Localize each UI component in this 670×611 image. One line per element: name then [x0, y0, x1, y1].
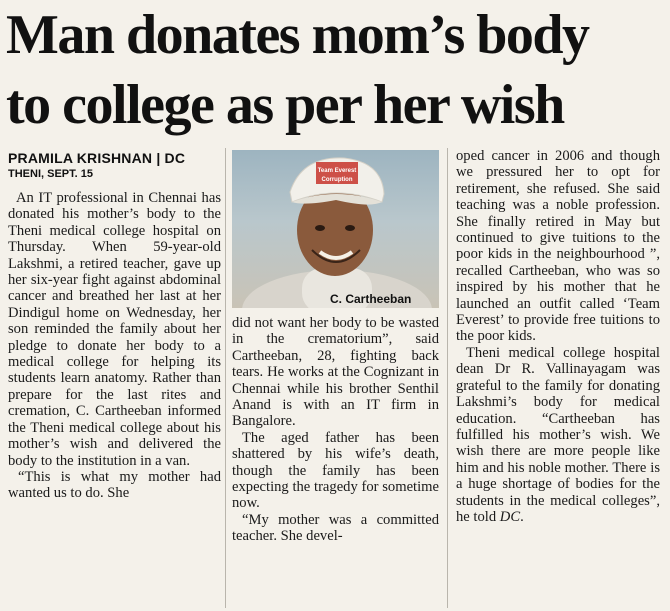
- paragraph: [456, 345, 660, 525]
- column-divider: [447, 148, 448, 608]
- article-column-3: [456, 148, 660, 525]
- headline-line-1: Man donates mom’s body: [6, 4, 589, 66]
- paragraph-text: Theni medical college hospital dean Dr R. Vallinayagam was grateful to the family for donating Lakshmi’s body for medical education. “Cartheeban has fulfilled his mother’s wish. We wish there are more people like him and his noble mother. There is a huge shortage of bodies for the students in the medical colleges”, he told: [456, 344, 660, 525]
- paragraph: The aged father has been shattered by his wife’s death, though the family has been expecting the tragedy for sometime now.: [232, 429, 439, 512]
- cap-logo-text-1: Team Everest: [317, 168, 357, 174]
- paragraph: oped cancer in 2006 and though we pressured her to opt for retirement, she refused. She said teaching was a noble profession. She finally retired in May but continued to give tuitions to the poor kids in the neighbourhood ”, recalled Cartheeban, who was so inspired by his mother that he launched an outfit called ‘Team Everest’ to provide free tuitions to the poor kids.: [456, 148, 660, 345]
- paragraph-end: .: [520, 508, 524, 525]
- publication-abbrev: DC: [499, 508, 521, 525]
- dateline: THENI, SEPT. 15: [8, 168, 93, 180]
- headline: [6, 0, 668, 140]
- paragraph: did not want her body to be wasted in the crematorium”, said Cartheeban, 28, fighting back tears. He works at the Cognizant in Chennai while his brother Senthil Anand is with an IT firm in Bangalore.: [232, 315, 439, 430]
- paragraph: “This is what my mother had wanted us to do. She: [8, 468, 221, 502]
- portrait-photo: [232, 150, 439, 308]
- article-column-2: [232, 315, 439, 545]
- headline-line-2: to college as per her wish: [6, 74, 564, 136]
- portrait-illustration: [232, 150, 439, 308]
- cap-logo-text-2: Corruption: [321, 177, 353, 183]
- byline: PRAMILA KRISHNAN | DC: [8, 150, 186, 166]
- article-column-1: [8, 190, 221, 502]
- paragraph: “My mother was a committed teacher. She devel-: [232, 511, 439, 545]
- column-divider: [225, 148, 226, 608]
- paragraph: An IT professional in Chennai has donated his mother’s body to the Theni medical college hospital on Thursday. When 59-year-old Lakshmi, a retired teacher, gave up her six-year fight against abdominal cancer and breathed her last at her Dindigul home on Wednesday, her son reminded the family about her pledge to donate her body to a medical college for helping its students learn anatomy. Rather than prepare for the last rites and cremation, C. Cartheeban informed the Theni medical college about his mother’s wish and delivered the body to the institution in a van.: [8, 190, 221, 469]
- photo-caption: C. Cartheeban: [330, 292, 412, 306]
